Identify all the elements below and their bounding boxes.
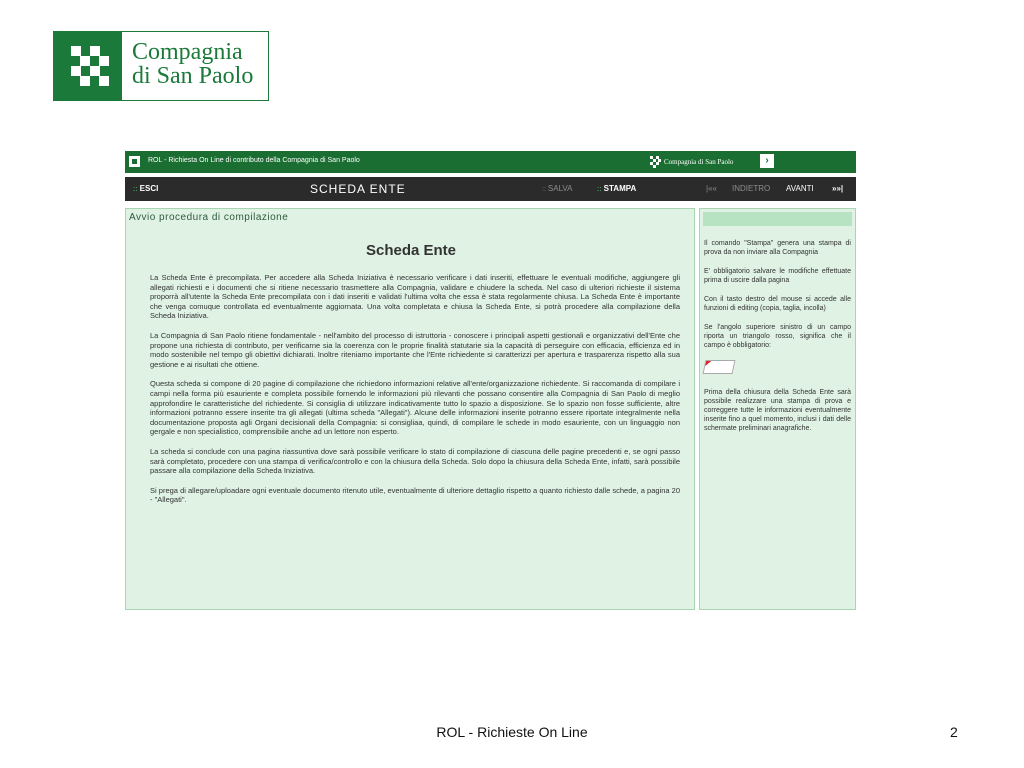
- page-title: Scheda Ente: [365, 242, 457, 259]
- first-page-button[interactable]: |««: [706, 184, 717, 193]
- section-title: SCHEDA ENTE: [310, 182, 406, 196]
- page-number: 2: [950, 724, 958, 740]
- paragraph: Questa scheda si compone di 20 pagine di compilazione che richiedono informazioni relative all'ente/organizzazione richiedente. Si raccomanda di compilare i campi nella forma più esauriente e completa possibile fornendo le informazioni più rilevanti che possano consentire alla Compagnia di San Paolo di meglio approfondire le caratteristiche del richiedente. Si consiglia di utilizzare indicativamente tutto lo spazio a disposizione. Se lo spazio non fosse sufficiente, altre informazioni potranno essere inserite tra gli allegati (ultima scheda "Allegati"). Alcune delle informazioni inserite potranno essere riportate integralmente nella documentazione proposta agli Organi decisionali della Compagnia: si consigliaa, quindi, di compilare le schede in modo esauriente, con un linguaggio non gergale e non specialistico, comprensibile anche ad un lettore non esperto.: [150, 379, 680, 437]
- logo-text: [132, 40, 253, 88]
- compagnia-logo: [53, 31, 269, 101]
- paragraph: La Scheda Ente è precompilata. Per accedere alla Scheda Iniziativa è necessario verificare i dati inseriti, effettuare le eventuali modifiche, aggiungere gli allegati richiesti e i documenti che si ritiene necessario trasmettere alla Compagnia, validare e chiudere la scheda. Nel caso di ulteriori richieste il sistema proporrà all'utente la Scheda Ente precompilata con i dati inseriti e validati l'ultima volta che essa è stata regolarmente chiusa. La Scheda Ente è importante che venga comuque controllata ed eventualmente aggiornata. Una volta completata e chiusa la Scheda Ente, si potrà procedere alla compilazione della Scheda Iniziativa.: [150, 273, 680, 321]
- sidebar-header-bar: [703, 212, 852, 226]
- slide-footer: ROL - Richieste On Line: [436, 724, 588, 740]
- rol-app-window: [125, 151, 856, 610]
- panel-heading: Avvio procedura di compilazione: [129, 212, 289, 223]
- help-note: Con il tasto destro del mouse si accede alle funzioni di editing (copia, taglia, incolla): [704, 296, 851, 312]
- required-field-example-icon: [703, 360, 736, 374]
- paragraph: La scheda si conclude con una pagina riassuntiva dove sarà possibile verificare lo stato di compilazione di ciascuna delle pagine precedenti e, se ogni passo sarà completato, procedere con una stampa di verifica/controllo e con la chiusura della Scheda. Solo dopo la chiusura della Scheda Ente, infatti, sarà possibile passare alla compilazione della Scheda Iniziativa.: [150, 446, 680, 476]
- salva-label: SALVA: [547, 184, 573, 193]
- logo-line-2: di San Paolo: [132, 63, 254, 89]
- help-sidebar: [699, 208, 856, 610]
- brand-checker-icon: [649, 156, 661, 168]
- last-page-button[interactable]: »»|: [832, 184, 844, 193]
- help-notes: [704, 239, 851, 443]
- esci-button[interactable]: :: ESCI: [133, 184, 159, 193]
- esci-label: ESCI: [139, 184, 159, 193]
- app-toolbar: [125, 177, 856, 201]
- header-arrow-button[interactable]: ›: [760, 154, 774, 168]
- app-window-icon: [129, 156, 140, 167]
- intro-text: [150, 273, 680, 515]
- help-note: Se l'angolo superiore sinistro di un campo riporta un triangolo rosso, significa che il campo è obbligatorio:: [704, 324, 851, 349]
- brand-label: Compagnia di San Paolo: [664, 158, 734, 166]
- logo-checker-icon: [54, 32, 122, 100]
- main-panel: [125, 208, 695, 610]
- help-note: Il comando "Stampa" genera una stampa di prova da non inviare alla Compagnia: [704, 240, 851, 256]
- paragraph: Si prega di allegare/uploadare ogni eventuale documento ritenuto utile, eventualmente di ulteriore dettaglio rispetto a quanto richiesto dalle schede, a pagina 20 - "Allegati".: [150, 485, 680, 505]
- help-note: E' obbligatorio salvare le modifiche effettuate prima di uscire dalla pagina: [704, 268, 851, 284]
- avanti-button[interactable]: AVANTI: [786, 184, 814, 193]
- salva-button[interactable]: :: SALVA: [542, 184, 573, 193]
- header-brand: [649, 154, 733, 170]
- indietro-button[interactable]: INDIETRO: [732, 184, 771, 193]
- logo-line-1: Compagnia: [132, 39, 243, 65]
- app-titlebar: [125, 151, 856, 173]
- help-note: Prima della chiusura della Scheda Ente sarà possibile realizzare una stampa di prova e correggere tutte le informazioni eventualmente inserite fino a quel momento, inclusi i dati delle schermate preliminari anagrafiche.: [704, 389, 851, 432]
- stampa-button[interactable]: :: STAMPA: [597, 184, 637, 193]
- paragraph: La Compagnia di San Paolo ritiene fondamentale - nell'ambito del processo di istruttoria - conoscere i principali aspetti gestionali e organizzativi dell'Ente che propone una richiesta di contributo, per verificarne sia la coerenza con le proprie finalità statutarie sia la capacità di perseguire con efficacia, efficienza ed in modo sostenibile nel tempo gli obiettivi dichiarati. Inoltre riteniamo importante che l'Ente richiedente si caratterizzi per apertura e trasparenza rispetto alla sua gestione e ai risultati che ottiene.: [150, 330, 680, 369]
- stampa-label: STAMPA: [603, 184, 637, 193]
- app-title: ROL - Richiesta On Line di contributo della Compagnia di San Paolo: [148, 157, 360, 164]
